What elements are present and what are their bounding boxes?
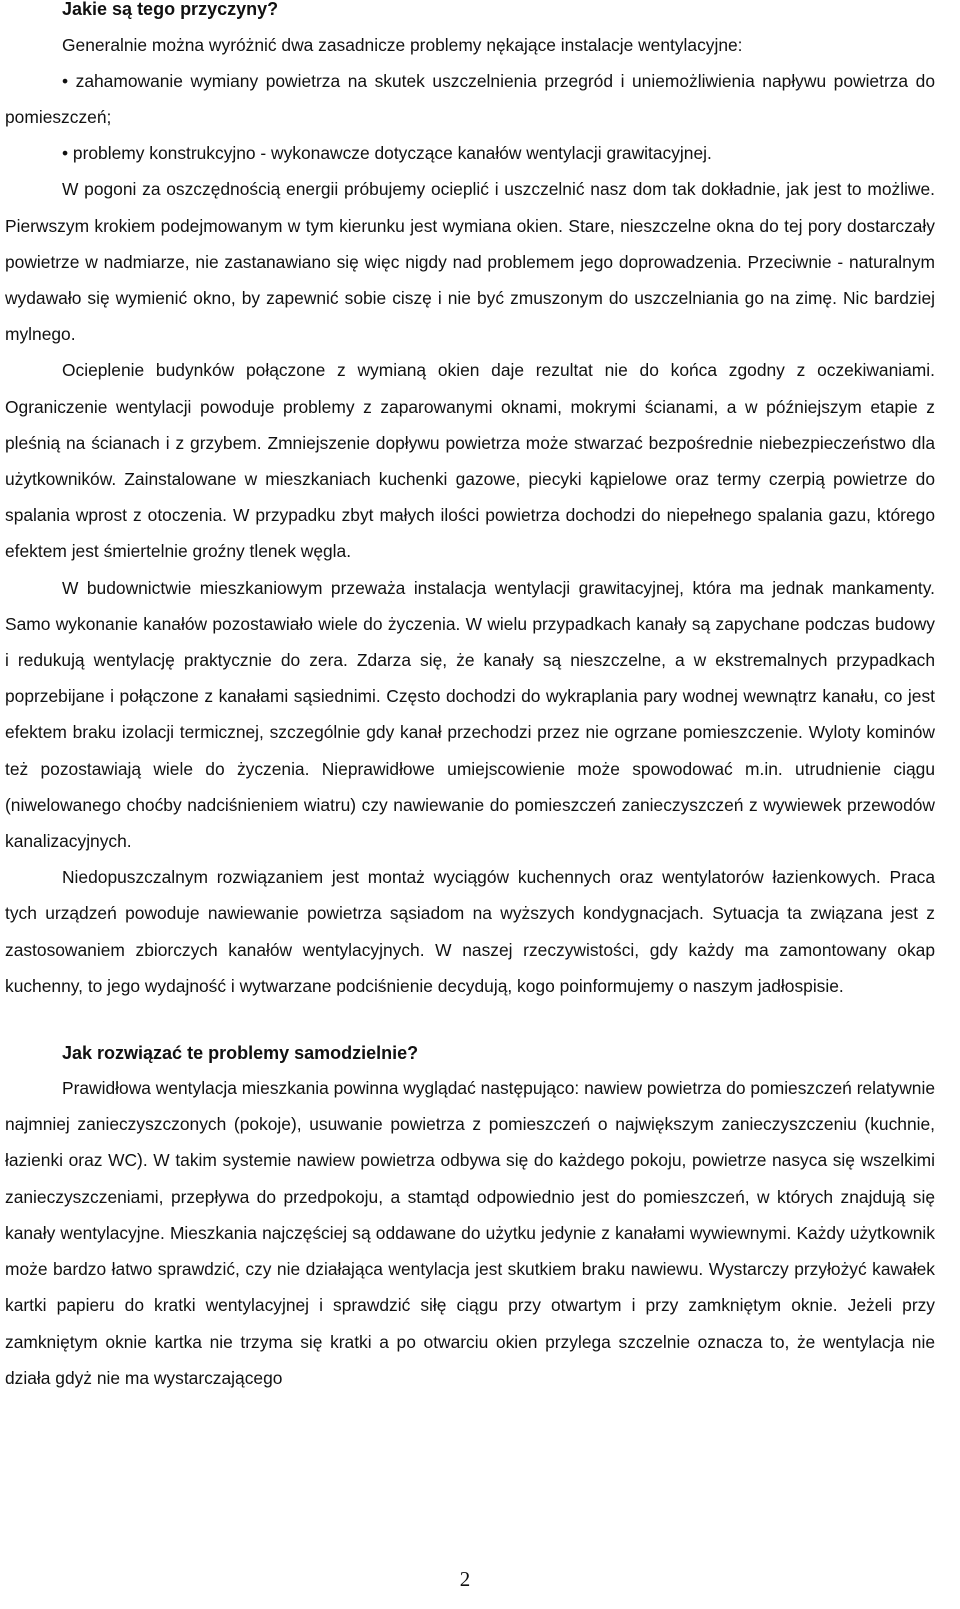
intro-paragraph: Generalnie można wyróżnić dwa zasadnicze problemy nękające instalacje wentylacyjne: [62, 35, 743, 55]
paragraph-energy-saving: W pogoni za oszczędnością energii próbujemy ocieplić i uszczelnić nasz dom tak dokładnie, jak jest to możliwe. Pierwszym krokiem podejmowanym w tym kierunku jest wymiana okien. Stare, nieszczelne okna do tej pory dostarczały powietrze w nadmiarze, nie zastanawiano się więc nigdy nad problemem jego doprowadzenia. Przeciwnie - naturalnym wydawało się wymienić okno, by zapewnić sobie ciszę i nie być zmuszonym do uszczelniania go na zimę. Nic bardziej mylnego. [5, 179, 935, 345]
bullet-item-1: • zahamowanie wymiany powietrza na skutek uszczelnienia przegród i uniemożliwienia napływu powietrza do pomieszczeń; [5, 71, 935, 128]
paragraph-proper-ventilation: Prawidłowa wentylacja mieszkania powinna wyglądać następująco: nawiew powietrza do pomieszczeń relatywnie najmniej zanieczyszczonych (pokoje), usuwanie powietrza z pomieszczeń o największym zanieczyszczeniu (kuchnie, łazienki oraz WC). W takim systemie nawiew powietrza odbywa się do każdego pokoju, powietrze nasyca się wszelkimi zanieczyszczeniami, przepływa do przedpokoju, a stamtąd odpowiednio jest do pomieszczeń, w których znajdują się kanały wentylacyjne. Mieszkania najczęściej są oddawane do użytku jedynie z kanałami wywiewnymi. Każdy użytkownik może bardzo łatwo sprawdzić, czy nie działająca wentylacja jest skutkiem braku nawiewu. Wystarczy przyłożyć kawałek kartki papieru do kratki wentylacyjnej i sprawdzić siłę ciągu przy otwartym i przy zamkniętym oknie. Jeżeli przy zamkniętym oknie kartka nie trzyma się kratki a po otwarciu okien przylega szczelnie oznacza to, że wentylacja nie działa gdyż nie ma wystarczającego [5, 1078, 935, 1388]
page-number: 2 [459, 1567, 471, 1591]
section-spacer [5, 1004, 935, 1040]
paragraph-gravity-ventilation: W budownictwie mieszkaniowym przeważa instalacja wentylacji grawitacyjnej, która ma jednak mankamenty. Samo wykonanie kanałów pozostawiało wiele do życzenia. W wielu przypadkach kanały są zapychane podczas budowy i redukują wentylację praktycznie do zera. Zdarza się, że kanały są nieszczelne, a w ekstremalnych przypadkach poprzebijane i połączone z kanałami sąsiednimi. Często dochodzi do wykraplania pary wodnej wewnątrz kanału, co jest efektem braku izolacji termicznej, szczególnie gdy kanał przechodzi przez nie ogrzane pomieszczenie. Wyloty kominów też pozostawiają wiele do życzenia. Nieprawidłowe umiejscowienie może spowodować m.in. utrudnienie ciągu (niwelowanego choćby nadciśnieniem wiatru) czy nawiewanie do pomieszczeń zanieczyszczeń z wywiewek przewodów kanalizacyjnych. [5, 577, 935, 852]
heading-solutions: Jak rozwiązać te problemy samodzielnie? [62, 1043, 419, 1064]
heading-causes: Jakie są tego przyczyny? [62, 0, 279, 19]
paragraph-insulation-effects: Ocieplenie budynków połączone z wymianą okien daje rezultat nie do końca zgodny z oczekiwaniami. Ograniczenie wentylacji powoduje problemy z zaparowanymi oknami, mokrymi ścianami, a w późniejszym etapie z pleśnią na ścianach i z grzybem. Zmniejszenie dopływu powietrza może stwarzać bezpośrednie niebezpieczeństwo dla użytkowników. Zainstalowane w mieszkaniach kuchenki gazowe, piecyki kąpielowe oraz termy czerpią powietrze do spalania wprost z otoczenia. W przypadku zbyt małych ilości powietrza dochodzi do niepełnego spalania gazu, którego efektem jest śmiertelnie groźny tlenek węgla. [5, 360, 935, 562]
bullet-item-2: • problemy konstrukcyjno - wykonawcze dotyczące kanałów wentylacji grawitacyjnej. [62, 143, 712, 164]
document-page [5, 0, 935, 1396]
paragraph-kitchen-hoods: Niedopuszczalnym rozwiązaniem jest montaż wyciągów kuchennych oraz wentylatorów łazienkowych. Praca tych urządzeń powoduje nawiewanie powietrza sąsiadom na wyższych kondygnacjach. Sytuacja ta związana jest z zastosowaniem zbiorczych kanałów wentylacyjnych. W naszej rzeczywistości, gdy każdy ma zamontowany okap kuchenny, to jego wydajność i wytwarzane podciśnienie decydują, kogo poinformujemy o naszym jadłospisie. [5, 867, 935, 996]
